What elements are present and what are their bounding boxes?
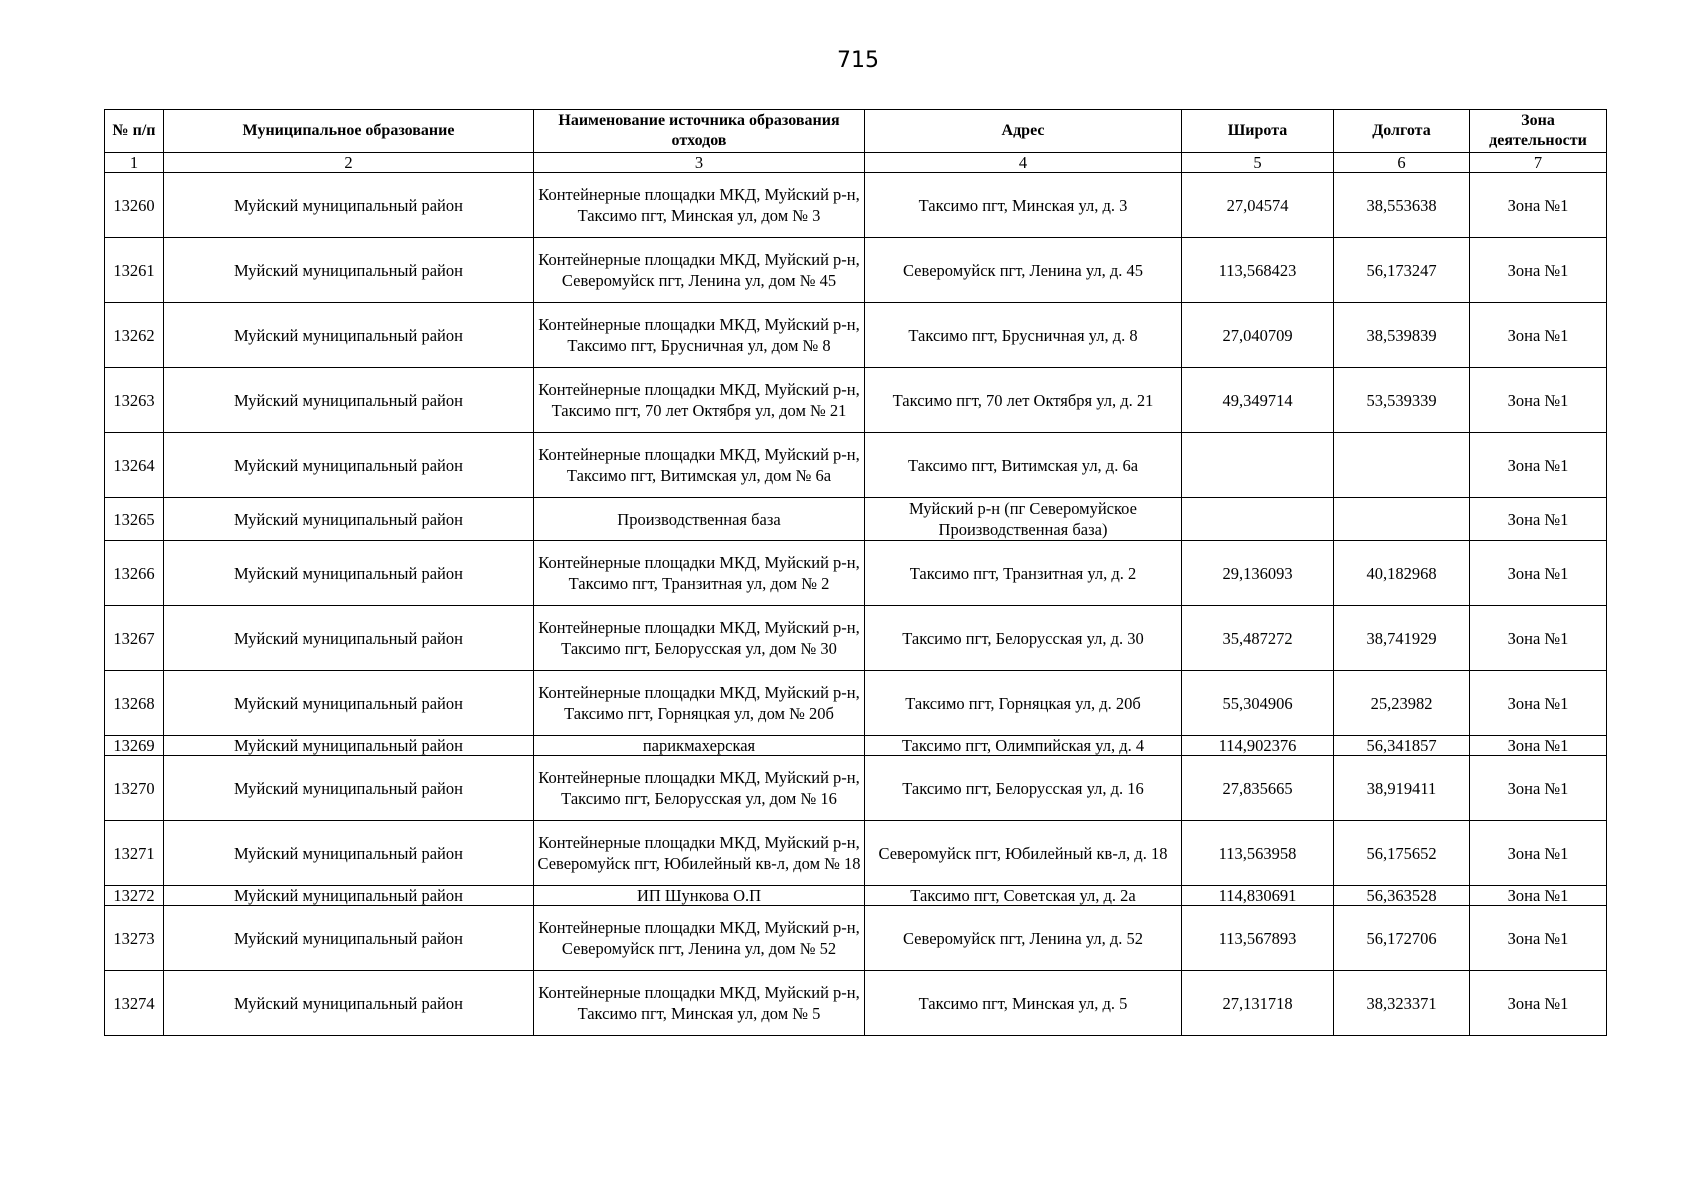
cell-address: Таксимо пгт, 70 лет Октября ул, д. 21	[865, 368, 1182, 433]
cell-number: 13260	[105, 173, 164, 238]
cell-zone: Зона №1	[1470, 756, 1607, 821]
table-row	[105, 606, 1607, 671]
column-number: 5	[1182, 153, 1334, 173]
cell-municipality: Муйский муниципальный район	[164, 886, 534, 906]
cell-address: Таксимо пгт, Белорусская ул, д. 16	[865, 756, 1182, 821]
cell-longitude: 25,23982	[1334, 671, 1470, 736]
cell-latitude	[1182, 433, 1334, 498]
cell-source: ИП Шункова О.П	[534, 886, 865, 906]
column-number: 4	[865, 153, 1182, 173]
cell-longitude: 56,341857	[1334, 736, 1470, 756]
cell-source: Контейнерные площадки МКД, Муйский р-н, Таксимо пгт, Белорусская ул, дом № 16	[534, 756, 865, 821]
cell-source: парикмахерская	[534, 736, 865, 756]
page-number: 715	[837, 48, 879, 73]
cell-municipality: Муйский муниципальный район	[164, 906, 534, 971]
cell-address: Таксимо пгт, Минская ул, д. 5	[865, 971, 1182, 1036]
cell-number: 13267	[105, 606, 164, 671]
cell-longitude: 56,172706	[1334, 906, 1470, 971]
cell-number: 13264	[105, 433, 164, 498]
cell-source: Контейнерные площадки МКД, Муйский р-н, Северомуйск пгт, Ленина ул, дом № 45	[534, 238, 865, 303]
cell-number: 13268	[105, 671, 164, 736]
cell-number: 13266	[105, 541, 164, 606]
table-row	[105, 821, 1607, 886]
column-number: 6	[1334, 153, 1470, 173]
cell-number: 13261	[105, 238, 164, 303]
cell-municipality: Муйский муниципальный район	[164, 433, 534, 498]
cell-zone: Зона №1	[1470, 368, 1607, 433]
cell-address: Таксимо пгт, Горняцкая ул, д. 20б	[865, 671, 1182, 736]
table-row	[105, 433, 1607, 498]
cell-longitude: 38,741929	[1334, 606, 1470, 671]
cell-longitude: 38,539839	[1334, 303, 1470, 368]
cell-longitude: 56,173247	[1334, 238, 1470, 303]
cell-zone: Зона №1	[1470, 303, 1607, 368]
table-row	[105, 906, 1607, 971]
header-cell-number: № п/п	[105, 110, 164, 153]
cell-longitude: 38,919411	[1334, 756, 1470, 821]
cell-latitude: 114,830691	[1182, 886, 1334, 906]
cell-number: 13273	[105, 906, 164, 971]
cell-address: Северомуйск пгт, Ленина ул, д. 52	[865, 906, 1182, 971]
cell-longitude: 56,175652	[1334, 821, 1470, 886]
cell-latitude: 27,040709	[1182, 303, 1334, 368]
header-cell-municipality: Муниципальное образование	[164, 110, 534, 153]
cell-zone: Зона №1	[1470, 671, 1607, 736]
column-number: 2	[164, 153, 534, 173]
table-row	[105, 671, 1607, 736]
cell-latitude	[1182, 498, 1334, 541]
cell-address: Таксимо пгт, Белорусская ул, д. 30	[865, 606, 1182, 671]
table-row	[105, 756, 1607, 821]
cell-source: Контейнерные площадки МКД, Муйский р-н, Таксимо пгт, Транзитная ул, дом № 2	[534, 541, 865, 606]
cell-number: 13265	[105, 498, 164, 541]
cell-number: 13271	[105, 821, 164, 886]
table-row	[105, 498, 1607, 541]
cell-zone: Зона №1	[1470, 886, 1607, 906]
column-number: 3	[534, 153, 865, 173]
header-row	[105, 110, 1607, 153]
cell-municipality: Муйский муниципальный район	[164, 541, 534, 606]
table-row	[105, 736, 1607, 756]
cell-municipality: Муйский муниципальный район	[164, 498, 534, 541]
cell-zone: Зона №1	[1470, 238, 1607, 303]
cell-latitude: 114,902376	[1182, 736, 1334, 756]
cell-municipality: Муйский муниципальный район	[164, 173, 534, 238]
waste-sources-table	[104, 109, 1607, 1036]
cell-municipality: Муйский муниципальный район	[164, 971, 534, 1036]
cell-municipality: Муйский муниципальный район	[164, 238, 534, 303]
cell-latitude: 27,131718	[1182, 971, 1334, 1036]
cell-zone: Зона №1	[1470, 433, 1607, 498]
cell-longitude: 53,539339	[1334, 368, 1470, 433]
cell-zone: Зона №1	[1470, 821, 1607, 886]
table-row	[105, 886, 1607, 906]
cell-address: Таксимо пгт, Советская ул, д. 2а	[865, 886, 1182, 906]
cell-municipality: Муйский муниципальный район	[164, 821, 534, 886]
cell-latitude: 35,487272	[1182, 606, 1334, 671]
cell-longitude	[1334, 433, 1470, 498]
cell-address: Таксимо пгт, Брусничная ул, д. 8	[865, 303, 1182, 368]
table-row	[105, 368, 1607, 433]
cell-address: Таксимо пгт, Транзитная ул, д. 2	[865, 541, 1182, 606]
cell-municipality: Муйский муниципальный район	[164, 606, 534, 671]
header-cell-address: Адрес	[865, 110, 1182, 153]
cell-latitude: 113,568423	[1182, 238, 1334, 303]
header-cell-zone: Зона деятельности	[1470, 110, 1607, 153]
table-row	[105, 971, 1607, 1036]
cell-zone: Зона №1	[1470, 498, 1607, 541]
cell-source: Контейнерные площадки МКД, Муйский р-н, Таксимо пгт, 70 лет Октября ул, дом № 21	[534, 368, 865, 433]
cell-latitude: 27,835665	[1182, 756, 1334, 821]
cell-address: Таксимо пгт, Минская ул, д. 3	[865, 173, 1182, 238]
cell-address: Муйский р-н (пг Северомуйское Производственная база)	[865, 498, 1182, 541]
cell-source: Контейнерные площадки МКД, Муйский р-н, Таксимо пгт, Белорусская ул, дом № 30	[534, 606, 865, 671]
cell-source: Контейнерные площадки МКД, Муйский р-н, Таксимо пгт, Минская ул, дом № 3	[534, 173, 865, 238]
cell-source: Контейнерные площадки МКД, Муйский р-н, Таксимо пгт, Горняцкая ул, дом № 20б	[534, 671, 865, 736]
cell-source: Контейнерные площадки МКД, Муйский р-н, Таксимо пгт, Брусничная ул, дом № 8	[534, 303, 865, 368]
cell-longitude: 40,182968	[1334, 541, 1470, 606]
cell-latitude: 113,563958	[1182, 821, 1334, 886]
cell-source: Контейнерные площадки МКД, Муйский р-н, Северомуйск пгт, Юбилейный кв-л, дом № 18	[534, 821, 865, 886]
cell-municipality: Муйский муниципальный район	[164, 368, 534, 433]
cell-number: 13270	[105, 756, 164, 821]
cell-source: Контейнерные площадки МКД, Муйский р-н, Таксимо пгт, Витимская ул, дом № 6а	[534, 433, 865, 498]
cell-longitude	[1334, 498, 1470, 541]
cell-address: Северомуйск пгт, Ленина ул, д. 45	[865, 238, 1182, 303]
cell-number: 13272	[105, 886, 164, 906]
cell-municipality: Муйский муниципальный район	[164, 756, 534, 821]
cell-number: 13274	[105, 971, 164, 1036]
cell-longitude: 38,553638	[1334, 173, 1470, 238]
column-number-row	[105, 153, 1607, 173]
cell-source: Производственная база	[534, 498, 865, 541]
cell-latitude: 27,04574	[1182, 173, 1334, 238]
cell-zone: Зона №1	[1470, 541, 1607, 606]
cell-municipality: Муйский муниципальный район	[164, 303, 534, 368]
cell-latitude: 55,304906	[1182, 671, 1334, 736]
table-row	[105, 303, 1607, 368]
column-number: 1	[105, 153, 164, 173]
cell-source: Контейнерные площадки МКД, Муйский р-н, Таксимо пгт, Минская ул, дом № 5	[534, 971, 865, 1036]
table-row	[105, 238, 1607, 303]
header-cell-source: Наименование источника образования отходов	[534, 110, 865, 153]
header-cell-latitude: Широта	[1182, 110, 1334, 153]
cell-number: 13263	[105, 368, 164, 433]
header-cell-longitude: Долгота	[1334, 110, 1470, 153]
cell-latitude: 29,136093	[1182, 541, 1334, 606]
table-row	[105, 173, 1607, 238]
cell-zone: Зона №1	[1470, 736, 1607, 756]
cell-zone: Зона №1	[1470, 173, 1607, 238]
cell-longitude: 56,363528	[1334, 886, 1470, 906]
table-row	[105, 541, 1607, 606]
cell-address: Таксимо пгт, Олимпийская ул, д. 4	[865, 736, 1182, 756]
cell-municipality: Муйский муниципальный район	[164, 736, 534, 756]
cell-latitude: 113,567893	[1182, 906, 1334, 971]
cell-latitude: 49,349714	[1182, 368, 1334, 433]
cell-address: Таксимо пгт, Витимская ул, д. 6а	[865, 433, 1182, 498]
cell-zone: Зона №1	[1470, 971, 1607, 1036]
cell-source: Контейнерные площадки МКД, Муйский р-н, Северомуйск пгт, Ленина ул, дом № 52	[534, 906, 865, 971]
cell-number: 13269	[105, 736, 164, 756]
cell-number: 13262	[105, 303, 164, 368]
cell-longitude: 38,323371	[1334, 971, 1470, 1036]
cell-address: Северомуйск пгт, Юбилейный кв-л, д. 18	[865, 821, 1182, 886]
cell-zone: Зона №1	[1470, 606, 1607, 671]
cell-municipality: Муйский муниципальный район	[164, 671, 534, 736]
column-number: 7	[1470, 153, 1607, 173]
cell-zone: Зона №1	[1470, 906, 1607, 971]
